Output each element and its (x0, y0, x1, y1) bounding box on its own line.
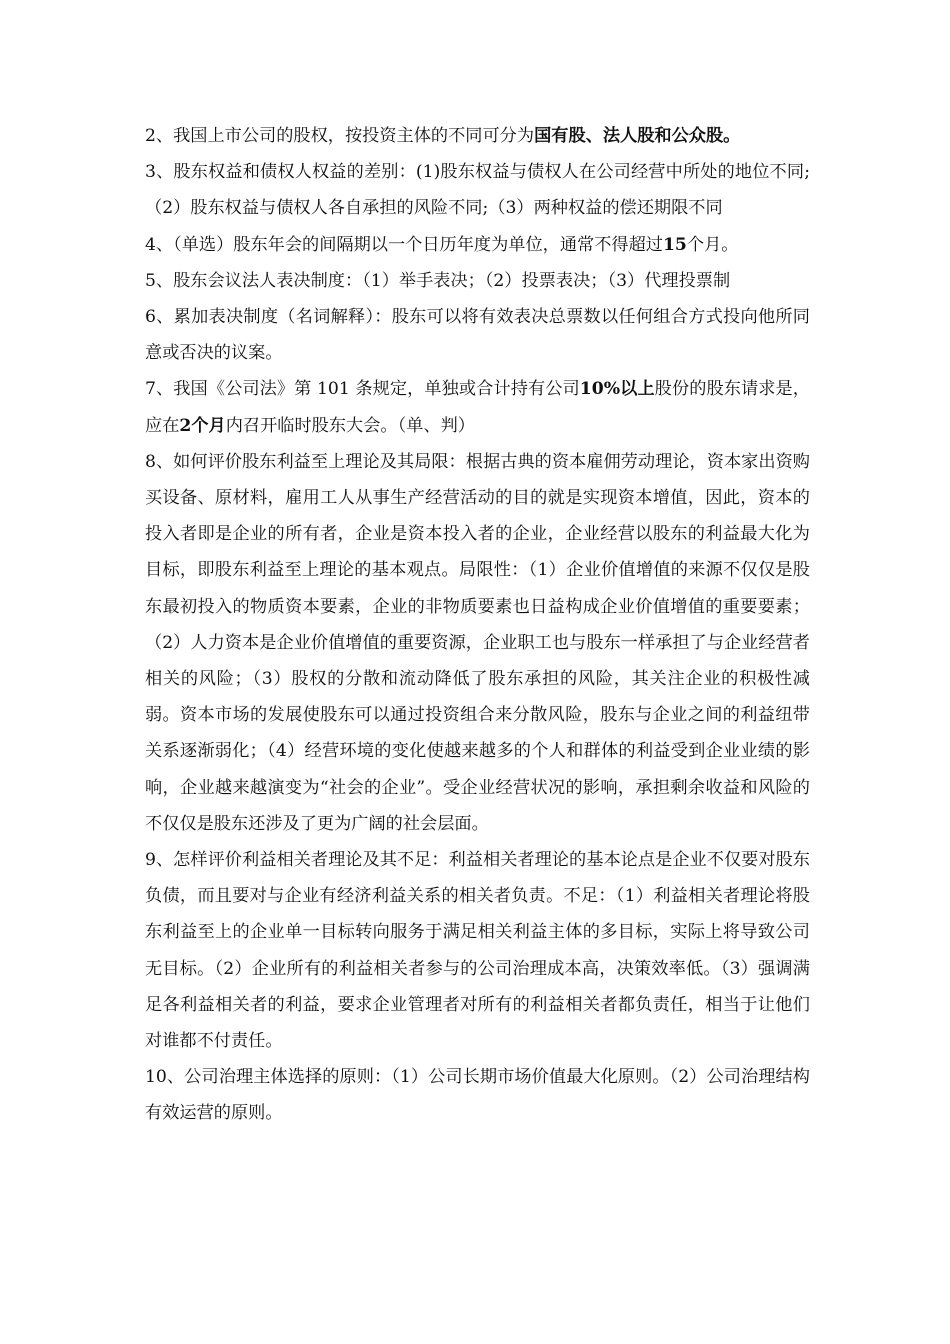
paragraph-text: 2、我国上市公司的股权，按投资主体的不同可分为 (145, 126, 535, 146)
paragraph-text: 4、（单选）股东年会的间隔期以一个日历年度为单位，通常不得超过 (145, 234, 663, 255)
paragraph-text: 6、累加表决制度（名词解释）：股东可以将有效表决总票数以任何组合方式投向他所同意或否决的议案。 (145, 307, 810, 364)
document-body (145, 118, 810, 1132)
paragraph-text: 3、股东权益和债权人权益的差别：(1)股东权益与债权人在公司经营中所处的地位不同;（2）股东权益与债权人各自承担的风险不同;（3）两种权益的偿还期限不同 (145, 162, 810, 219)
paragraph-text: 7、我国《公司法》第 101 条规定，单独或合计持有公司 (145, 379, 580, 400)
paragraph-10 (145, 1059, 810, 1131)
bold-text: 10%以上 (579, 379, 655, 400)
paragraph-3 (145, 154, 810, 226)
paragraph-text: 8、如何评价股东利益至上理论及其局限：根据古典的资本雇佣劳动理论，资本家出资购买设备、原材料，雇用工人从事生产经营活动的目的就是实现资本增值，因此，资本的投入者即是企业的所有者，企业是资本投入者的企业，企业经营以股东的利益最大化为目标，即股东利益至上理论的基本观点。局限性：（1）企业价值增值的来源不仅仅是股东最初投入的物质资本要素，企业的非物质要素也日益构成企业价值增值的重要要素；（2）人力资本是企业价值增值的重要资源，企业职工也与股东一样承担了与企业经营者相关的风险；（3）股权的分散和流动降低了股东承担的风险，其关注企业的积极性减弱。资本市场的发展使股东可以通过投资组合来分散风险，股东与企业之间的利益纽带关系逐渐弱化；（4）经营环境的变化使越来越多的个人和群体的利益受到企业业绩的影响，企业越来越演变为“社会的企业”。受企业经营状况的影响，承担剩余收益和风险的不仅仅是股东还涉及了更为广阔的社会层面。 (145, 451, 810, 834)
paragraph-9 (145, 842, 810, 1059)
paragraph-5 (145, 263, 810, 299)
bold-text: 国有股、法人股和公众股。 (534, 126, 741, 146)
paragraph-8 (145, 444, 810, 842)
bold-text: 15 (662, 234, 687, 255)
paragraph-text: 内召开临时股东大会。（单、判） (225, 415, 475, 436)
paragraph-7 (145, 371, 810, 443)
paragraph-4 (145, 227, 810, 263)
paragraph-text: 股份的股东请求是，应在 (145, 379, 810, 436)
paragraph-text: 个月。 (686, 234, 739, 255)
paragraph-6 (145, 299, 810, 371)
paragraph-text: 5、股东会议法人表决制度：（1）举手表决；（2）投票表决；（3）代理投票制 (145, 270, 731, 291)
bold-text: 2个月 (179, 415, 226, 436)
paragraph-text: 9、怎样评价利益相关者理论及其不足：利益相关者理论的基本论点是企业不仅要对股东负债，而且要对与企业有经济利益关系的相关者负责。不足：（1）利益相关者理论将股东利益至上的企业单一目标转向服务于满足相关利益主体的多目标，实际上将导致公司无目标。（2）企业所有的利益相关者参与的公司治理成本高，决策效率低。（3）强调满足各利益相关者的利益，要求企业管理者对所有的利益相关者都负责任，相当于让他们对谁都不付责任。 (145, 850, 810, 1052)
paragraph-2 (145, 118, 810, 154)
paragraph-text: 10、公司治理主体选择的原则：（1）公司长期市场价值最大化原则。（2）公司治理结构有效运营的原则。 (145, 1067, 810, 1124)
